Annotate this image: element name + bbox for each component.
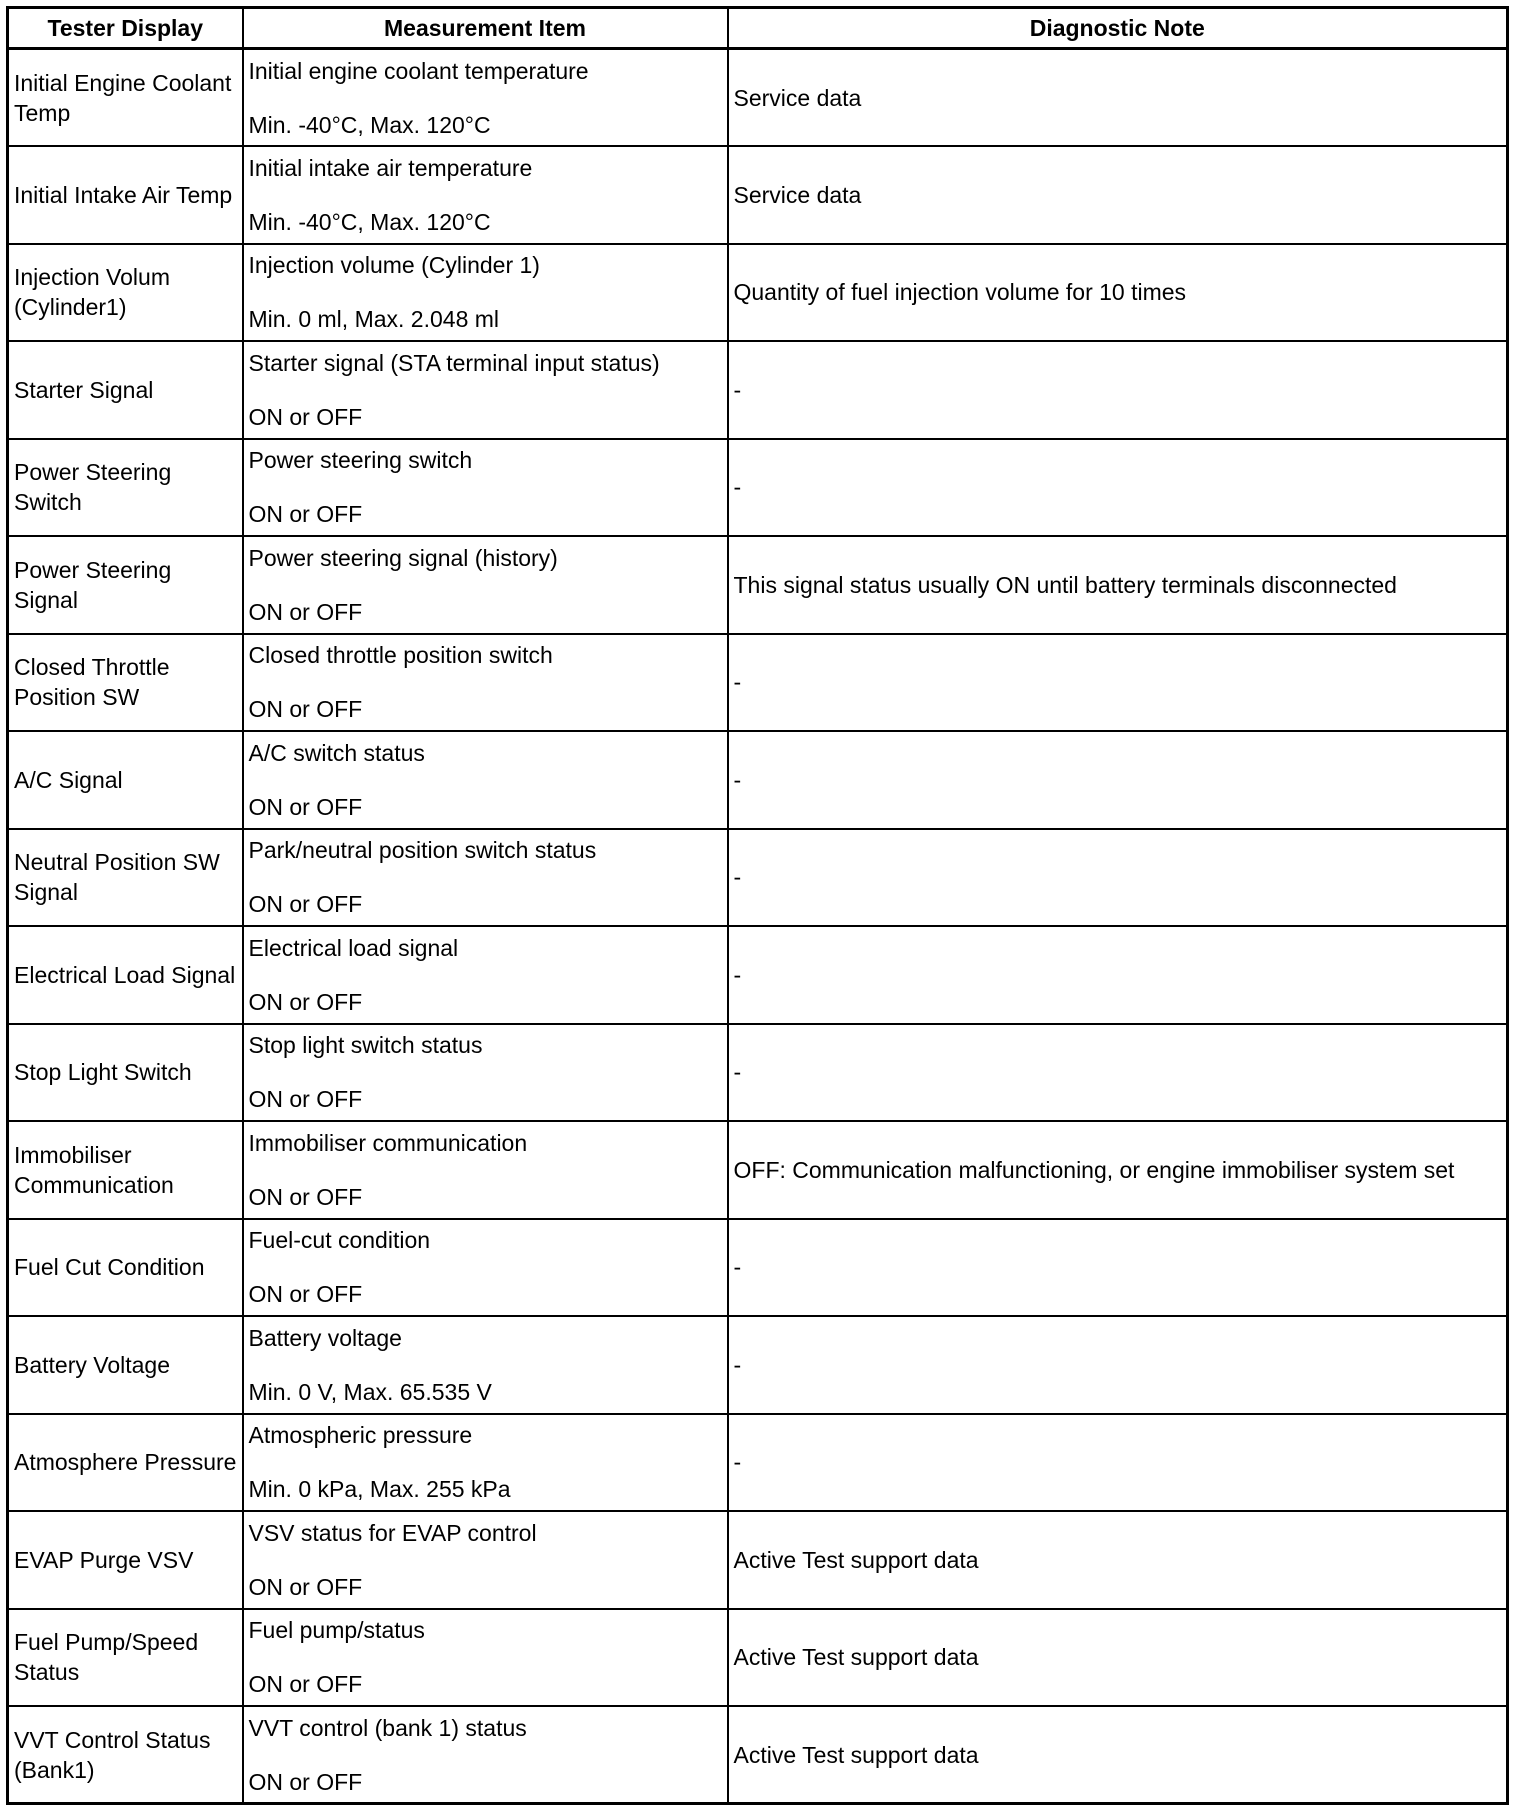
tester-display-cell: Immobiliser Communication [8,1121,243,1219]
table-row [8,146,1508,244]
measurement-item-range: ON or OFF [248,696,363,723]
table-row [8,1609,1508,1707]
measurement-item-name: Injection volume (Cylinder 1) [248,252,540,279]
measurement-item-cell [243,1414,728,1512]
table-body [8,49,1508,1804]
measurement-item-cell [243,146,728,244]
tester-display-cell: EVAP Purge VSV [8,1511,243,1609]
tester-display-cell: Stop Light Switch [8,1024,243,1122]
header-tester-display: Tester Display [8,8,243,49]
measurement-item-name: Power steering switch [248,447,473,474]
measurement-item-range: ON or OFF [248,598,363,625]
tester-display-cell: Power Steering Switch [8,439,243,537]
diagnostic-note-cell: - [728,731,1508,829]
measurement-item-name: Starter signal (STA terminal input status) [248,349,660,376]
measurement-item-cell [243,731,728,829]
table-row [8,1511,1508,1609]
table-row [8,1706,1508,1804]
measurement-item-range: ON or OFF [248,1281,363,1308]
measurement-item-range: ON or OFF [248,793,363,820]
measurement-item-cell [243,244,728,342]
measurement-item-range: Min. 0 ml, Max. 2.048 ml [248,306,500,333]
measurement-item-range: ON or OFF [248,891,363,918]
measurement-item-cell [243,1511,728,1609]
measurement-item-range: ON or OFF [248,1086,363,1113]
tester-display-cell: Battery Voltage [8,1316,243,1414]
table-row [8,634,1508,732]
measurement-item-name: Fuel-cut condition [248,1227,431,1254]
header-row [8,8,1508,49]
measurement-item-range: Min. -40°C, Max. 120°C [248,208,491,235]
measurement-item-range: Min. 0 kPa, Max. 255 kPa [248,1476,511,1503]
measurement-item-name: Power steering signal (history) [248,544,558,571]
diagnostic-note-cell: Service data [728,49,1508,147]
measurement-item-name: Initial engine coolant temperature [248,57,589,84]
tester-display-cell: Injection Volum (Cylinder1) [8,244,243,342]
measurement-item-name: Fuel pump/status [248,1617,425,1644]
diagnostic-note-cell: - [728,926,1508,1024]
measurement-item-cell [243,1024,728,1122]
measurement-item-range: ON or OFF [248,1183,363,1210]
table-header [8,8,1508,49]
measurement-item-name: A/C switch status [248,739,425,766]
measurement-item-range: ON or OFF [248,1768,363,1795]
measurement-item-name: Immobiliser communication [248,1129,528,1156]
measurement-item-range: ON or OFF [248,403,363,430]
measurement-item-name: Stop light switch status [248,1032,483,1059]
table-row [8,244,1508,342]
data-list-table [6,6,1509,1805]
measurement-item-name: VSV status for EVAP control [248,1519,537,1546]
tester-display-cell: Power Steering Signal [8,536,243,634]
tester-display-cell: Fuel Cut Condition [8,1219,243,1317]
table-row [8,1219,1508,1317]
measurement-item-range: Min. 0 V, Max. 65.535 V [248,1378,492,1405]
measurement-item-name: VVT control (bank 1) status [248,1714,527,1741]
tester-display-cell: Electrical Load Signal [8,926,243,1024]
measurement-item-range: ON or OFF [248,1671,363,1698]
table-row [8,439,1508,537]
diagnostic-note-cell: Active Test support data [728,1609,1508,1707]
tester-display-cell: Atmosphere Pressure [8,1414,243,1512]
measurement-item-cell [243,536,728,634]
diagnostic-note-cell: - [728,1414,1508,1512]
diagnostic-note-cell: - [728,829,1508,927]
header-measurement-item: Measurement Item [243,8,728,49]
tester-display-cell: Neutral Position SW Signal [8,829,243,927]
measurement-item-range: Min. -40°C, Max. 120°C [248,111,491,138]
diagnostic-note-cell: - [728,634,1508,732]
diagnostic-note-cell: Quantity of fuel injection volume for 10 times [728,244,1508,342]
tester-display-cell: Starter Signal [8,341,243,439]
table-row [8,1414,1508,1512]
table-row [8,1024,1508,1122]
tester-display-cell: Initial Engine Coolant Temp [8,49,243,147]
measurement-item-name: Atmospheric pressure [248,1422,473,1449]
diagnostic-note-cell: - [728,341,1508,439]
diagnostic-note-cell: This signal status usually ON until battery terminals disconnected [728,536,1508,634]
measurement-item-name: Closed throttle position switch [248,642,553,669]
measurement-item-cell [243,49,728,147]
tester-display-cell: VVT Control Status (Bank1) [8,1706,243,1804]
measurement-item-cell [243,1706,728,1804]
tester-display-cell: A/C Signal [8,731,243,829]
measurement-item-range: ON or OFF [248,1573,363,1600]
measurement-item-cell [243,829,728,927]
tester-display-cell: Initial Intake Air Temp [8,146,243,244]
table-row [8,341,1508,439]
table-row [8,49,1508,147]
diagnostic-note-cell: - [728,439,1508,537]
measurement-item-cell [243,341,728,439]
diagnostic-note-cell: - [728,1316,1508,1414]
tester-display-cell: Fuel Pump/Speed Status [8,1609,243,1707]
measurement-item-cell [243,634,728,732]
table-row [8,1316,1508,1414]
measurement-item-name: Park/neutral position switch status [248,837,597,864]
table-row [8,926,1508,1024]
diagnostic-note-cell: OFF: Communication malfunctioning, or engine immobiliser system set [728,1121,1508,1219]
measurement-item-name: Battery voltage [248,1324,402,1351]
diagnostic-note-cell: Active Test support data [728,1706,1508,1804]
measurement-item-name: Initial intake air temperature [248,154,533,181]
table-row [8,731,1508,829]
table-row [8,1121,1508,1219]
diagnostic-note-cell: - [728,1024,1508,1122]
measurement-item-cell [243,1219,728,1317]
data-list-table-container [6,6,1506,1805]
measurement-item-cell [243,439,728,537]
measurement-item-name: Electrical load signal [248,934,459,961]
table-row [8,536,1508,634]
tester-display-cell: Closed Throttle Position SW [8,634,243,732]
header-diagnostic-note: Diagnostic Note [728,8,1508,49]
measurement-item-range: ON or OFF [248,501,363,528]
diagnostic-note-cell: - [728,1219,1508,1317]
measurement-item-cell [243,1316,728,1414]
measurement-item-cell [243,1609,728,1707]
diagnostic-note-cell: Service data [728,146,1508,244]
table-row [8,829,1508,927]
measurement-item-range: ON or OFF [248,988,363,1015]
diagnostic-note-cell: Active Test support data [728,1511,1508,1609]
measurement-item-cell [243,926,728,1024]
measurement-item-cell [243,1121,728,1219]
